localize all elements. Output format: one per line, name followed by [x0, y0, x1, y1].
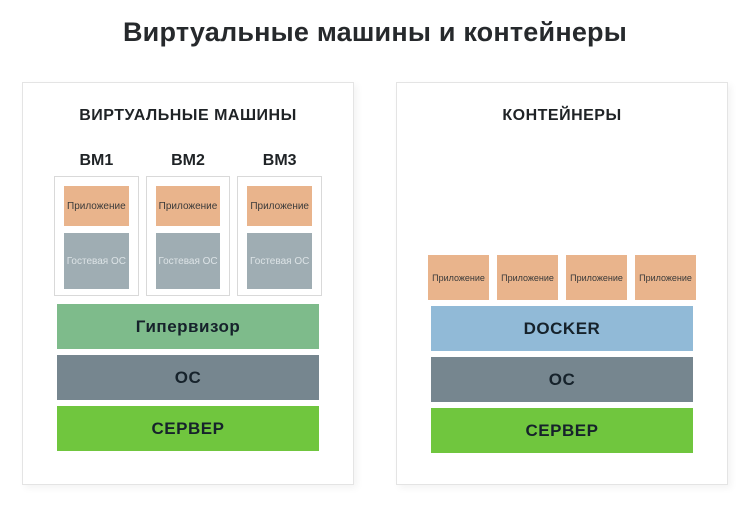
vm2-box: [146, 176, 231, 296]
vm1-guest-os-block: Гостевая ОС: [64, 233, 129, 289]
container-app-2: Приложение: [497, 255, 558, 300]
vm-os-layer: ОС: [57, 355, 319, 400]
docker-layer: DOCKER: [431, 306, 693, 351]
containers-panel: [396, 82, 728, 485]
vm-layers-stack: [23, 304, 353, 451]
vm-boxes-row: [23, 176, 353, 296]
vm1-label: ВМ1: [79, 152, 114, 169]
vm2-application-block: Приложение: [156, 186, 221, 226]
panels-container: [22, 82, 728, 485]
vm3-box: [237, 176, 322, 296]
vm-panel-title: ВИРТУАЛЬНЫЕ МАШИНЫ: [79, 107, 297, 124]
vm3-label: ВМ3: [262, 152, 297, 169]
page-title: Виртуальные машины и контейнеры: [122, 17, 627, 47]
container-app-3: Приложение: [566, 255, 627, 300]
vm-panel: [22, 82, 354, 485]
vm-labels-row: [23, 152, 353, 170]
vm2-label: ВМ2: [171, 152, 205, 169]
vm1-application-block: Приложение: [64, 186, 129, 226]
container-app-4: Приложение: [635, 255, 696, 300]
vm3-guest-os-block: Гостевая ОС: [247, 233, 312, 289]
container-os-layer: ОС: [431, 357, 693, 402]
hypervisor-layer: Гипервизор: [57, 304, 319, 349]
vm1-box: [54, 176, 139, 296]
vm3-application-block: Приложение: [247, 186, 312, 226]
container-app-1: Приложение: [428, 255, 489, 300]
containers-panel-title: КОНТЕЙНЕРЫ: [502, 107, 622, 124]
vm-server-layer: СЕРВЕР: [57, 406, 319, 451]
container-apps-row: [397, 255, 727, 300]
vm2-guest-os-block: Гостевая ОС: [156, 233, 221, 289]
container-layers-stack: [397, 306, 727, 453]
container-server-layer: СЕРВЕР: [431, 408, 693, 453]
